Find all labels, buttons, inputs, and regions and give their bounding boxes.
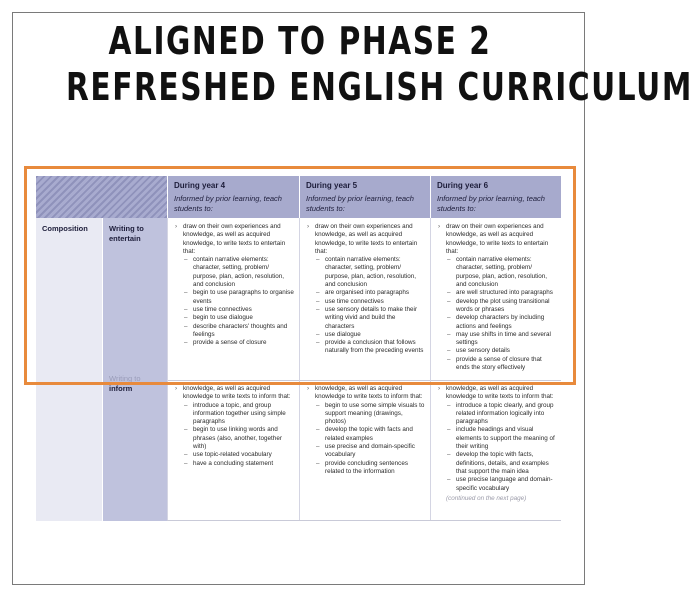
sub-bullet-item: – contain narrative elements: character, setting, problem/ purpose, plan, action, resolution, and conclusion <box>175 256 294 289</box>
sub-bullet-item: – use time connectives <box>307 298 425 306</box>
sub-bullet-item: – use dialogue <box>307 331 425 339</box>
sub-bullet-item: – introduce a topic clearly, and group related information logically into paragraphs <box>438 402 556 427</box>
sub-bullet-item: – begin to use paragraphs to organise events <box>175 289 294 306</box>
sub-bullet-item: – may use shifts in time and several settings <box>438 331 556 348</box>
sub-bullet-item: – develop the plot using transitional words or phrases <box>438 298 556 315</box>
sub-bullet-item: – use precise language and domain-specific vocabulary <box>438 476 556 493</box>
bullet-item: › knowledge, as well as acquired knowledge to write texts to inform that: <box>175 385 294 402</box>
sub-bullet-item: – begin to use some simple visuals to support meaning (drawings, photos) <box>307 402 425 427</box>
row-label-inform: inform <box>109 384 133 393</box>
title-line-1: ALIGNED TO PHASE 2 <box>108 19 492 63</box>
highlight-box <box>24 166 576 385</box>
sub-bullet-item: – contain narrative elements: character, setting, problem/ purpose, plan, action, resolution, and conclusion <box>307 256 425 289</box>
bullet-item: › knowledge, as well as acquired knowledge to write texts to inform that: <box>438 385 556 402</box>
sub-bullet-item: – introduce a topic, and group information together using simple paragraphs <box>175 402 294 427</box>
sub-bullet-item: – provide a conclusion that follows naturally from the preceding events <box>307 339 425 356</box>
header-informed-text: Informed by prior learning, teach students to: <box>437 194 545 213</box>
sub-bullet-item: – provide a sense of closure <box>175 339 294 347</box>
row-label-faded: Writing to <box>109 374 141 383</box>
header-informed-text: Informed by prior learning, teach students to: <box>174 194 282 213</box>
bullet-item: › draw on their own experiences and knowledge, as well as acquired knowledge, to write texts to entertain that: <box>307 223 425 256</box>
sub-bullet-item: – contain narrative elements: character, setting, problem/ purpose, plan, action, resolution, and conclusion <box>438 256 556 289</box>
sub-bullet-item: – begin to use linking words and phrases (also, another, together with) <box>175 426 294 451</box>
title-line-2: REFRESHED ENGLISH CURRICULUM <box>66 65 693 109</box>
sub-bullet-item: – provide a sense of closure that ends the story effectively <box>438 356 556 373</box>
sub-bullet-item: – use time connectives <box>175 306 294 314</box>
continued-note: (continued on the next page) <box>446 494 527 502</box>
bullet-item: › knowledge, as well as acquired knowledge to write texts to inform that: <box>307 385 425 402</box>
sub-bullet-item: – use sensory details to make their writing vivid and build the characters <box>307 306 425 331</box>
sub-bullet-item: – have a concluding statement <box>175 460 294 468</box>
header-year-label: During year 4 <box>174 181 226 190</box>
sub-bullet-item: – are well structured into paragraphs <box>438 289 556 297</box>
sub-bullet-item: – use sensory details <box>438 347 556 355</box>
row-label-writing-to-entertain: Writing to entertain <box>109 224 144 243</box>
sub-bullet-item: – use topic-related vocabulary <box>175 451 294 459</box>
sub-bullet-item: – develop characters by including actions and feelings <box>438 314 556 331</box>
bullet-item: › draw on their own experiences and knowledge, as well as acquired knowledge, to write texts to entertain that: <box>438 223 556 256</box>
page-title <box>66 18 693 110</box>
row2-cell-year-6 <box>430 380 561 520</box>
header-year-label: During year 6 <box>437 181 489 190</box>
sub-bullet-item: – develop the topic with facts, definitions, details, and examples that support the main idea <box>438 451 556 476</box>
header-year-label: During year 5 <box>306 181 358 190</box>
row2-cell-year-5 <box>299 380 430 520</box>
header-informed-text: Informed by prior learning, teach students to: <box>306 194 414 213</box>
row2-cell-year-4 <box>167 380 299 520</box>
sub-bullet-item: – begin to use dialogue <box>175 314 294 322</box>
sub-bullet-item: – develop the topic with facts and related examples <box>307 426 425 443</box>
sub-bullet-item: – include headings and visual elements to support the meaning of their writing <box>438 426 556 451</box>
sub-bullet-item: – use precise and domain-specific vocabulary <box>307 443 425 460</box>
sub-bullet-item: – are organised into paragraphs <box>307 289 425 297</box>
bullet-item: › draw on their own experiences and knowledge, as well as acquired knowledge, to write texts to entertain that: <box>175 223 294 256</box>
sub-bullet-item: – describe characters' thoughts and feelings <box>175 323 294 340</box>
table-bottom-line <box>167 520 561 521</box>
strand-label: Composition <box>42 224 88 233</box>
sub-bullet-item: – provide concluding sentences related to the information <box>307 460 425 477</box>
